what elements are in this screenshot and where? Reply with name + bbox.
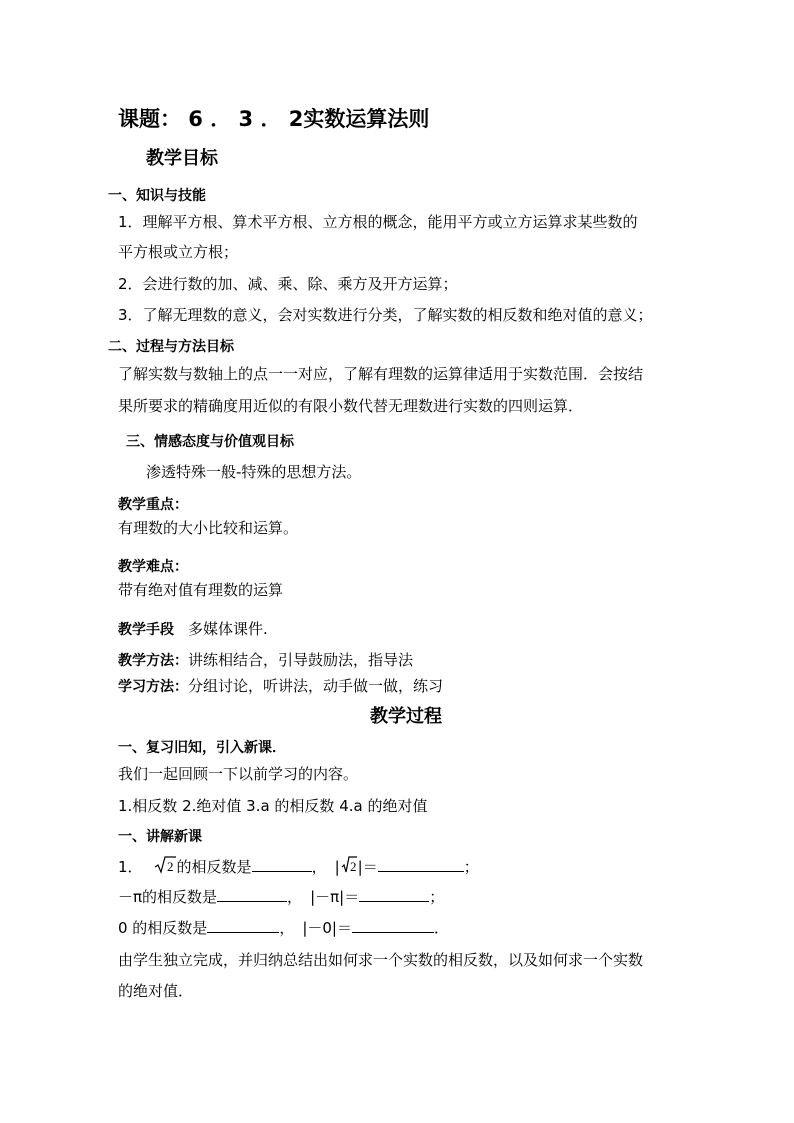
key-point-label: 教学重点： <box>118 497 188 513</box>
knowledge-item-2: 2．会进行数的加、减、乘、除、乘方及开方运算； <box>118 275 458 293</box>
question-1-end: ； <box>463 858 479 876</box>
question-1-text: 的相反数是 <box>176 858 252 876</box>
means-line <box>118 619 268 640</box>
answer-blank-2a[interactable] <box>217 887 287 902</box>
review-line-2: 1.相反数 2.绝对值 3.a 的相反数 4.a 的绝对值 <box>118 797 428 815</box>
review-line-1: 我们一起回顾一下以前学习的内容。 <box>118 765 359 783</box>
sqrt-radicand-abs: 2 <box>349 859 357 874</box>
teaching-method-text: 讲练相结合，引导鼓励法，指导法 <box>188 651 414 669</box>
process-method-heading: 二、过程与方法目标 <box>108 339 234 355</box>
objectives-heading: 教学目标 <box>146 148 218 169</box>
answer-blank-1a[interactable] <box>252 857 312 872</box>
review-heading: 一、复习旧知，引入新课． <box>118 740 286 756</box>
question-3-text: 0 的相反数是 <box>118 919 208 937</box>
abs-bar-close: |＝ <box>357 858 378 876</box>
knowledge-item-1-line-1: 1．理解平方根、算术平方根、立方根的概念，能用平方或立方运算求某些数的 <box>118 213 638 231</box>
sqrt-radicand: 2 <box>166 859 174 874</box>
new-lesson-heading: 一、讲解新课 <box>118 829 202 845</box>
question-2 <box>118 887 444 907</box>
question-3-abs: |－0|＝ <box>302 919 352 937</box>
summary-line-1: 由学生独立完成，并归纳总结出如何求一个实数的相反数，以及如何求一个实数 <box>118 951 644 969</box>
question-1 <box>118 856 479 877</box>
teaching-method-label: 教学方法： <box>118 653 188 669</box>
answer-blank-1b[interactable] <box>378 857 464 872</box>
question-2-end: ； <box>429 888 445 906</box>
means-text: 多媒体课件. <box>188 620 268 638</box>
difficulty-text: 带有绝对值有理数的运算 <box>118 581 284 599</box>
means-label: 教学手段 <box>118 622 174 638</box>
abs-bar-open: | <box>334 858 340 876</box>
answer-blank-2b[interactable] <box>359 887 429 902</box>
emotion-text: 渗透特殊一般-特殊的思想方法。 <box>146 463 362 481</box>
question-2-separator: ， <box>287 888 303 906</box>
answer-blank-3a[interactable] <box>207 918 279 933</box>
emotion-heading: 三、情感态度与价值观目标 <box>126 434 294 450</box>
process-method-line-1: 了解实数与数轴上的点一一对应，了解有理数的运算律适用于实数范围．会按结 <box>118 365 644 383</box>
question-2-text: －π的相反数是 <box>118 888 218 906</box>
process-heading: 教学过程 <box>370 706 442 727</box>
teaching-method-line <box>118 650 413 671</box>
summary-line-2: 的绝对值． <box>118 982 194 1000</box>
sqrt-symbol-abs <box>341 856 357 874</box>
question-3-separator: ， <box>279 919 295 937</box>
process-method-line-2: 果所要求的精确度用近似的有限小数代替无理数进行实数的四则运算． <box>118 397 584 415</box>
question-3-end: ． <box>433 919 449 937</box>
learning-method-line <box>118 676 443 697</box>
question-3 <box>118 918 449 938</box>
key-point-text: 有理数的大小比较和运算。 <box>118 519 299 537</box>
knowledge-item-1-line-2: 平方根或立方根； <box>118 243 239 261</box>
question-1-separator: ， <box>311 858 327 876</box>
question-2-abs: |－π|＝ <box>310 888 360 906</box>
question-1-number: 1． <box>118 858 143 876</box>
difficulty-label: 教学难点： <box>118 559 188 575</box>
lesson-title: 课题： 6 ． 3 ． 2实数运算法则 <box>118 107 430 131</box>
knowledge-heading: 一、知识与技能 <box>108 188 206 204</box>
learning-method-label: 学习方法： <box>118 679 188 695</box>
sqrt-symbol <box>154 856 176 874</box>
learning-method-text: 分组讨论，听讲法，动手做一做，练习 <box>188 677 444 695</box>
answer-blank-3b[interactable] <box>352 918 434 933</box>
knowledge-item-3: 3．了解无理数的意义，会对实数进行分类，了解实数的相反数和绝对值的意义； <box>118 306 653 324</box>
